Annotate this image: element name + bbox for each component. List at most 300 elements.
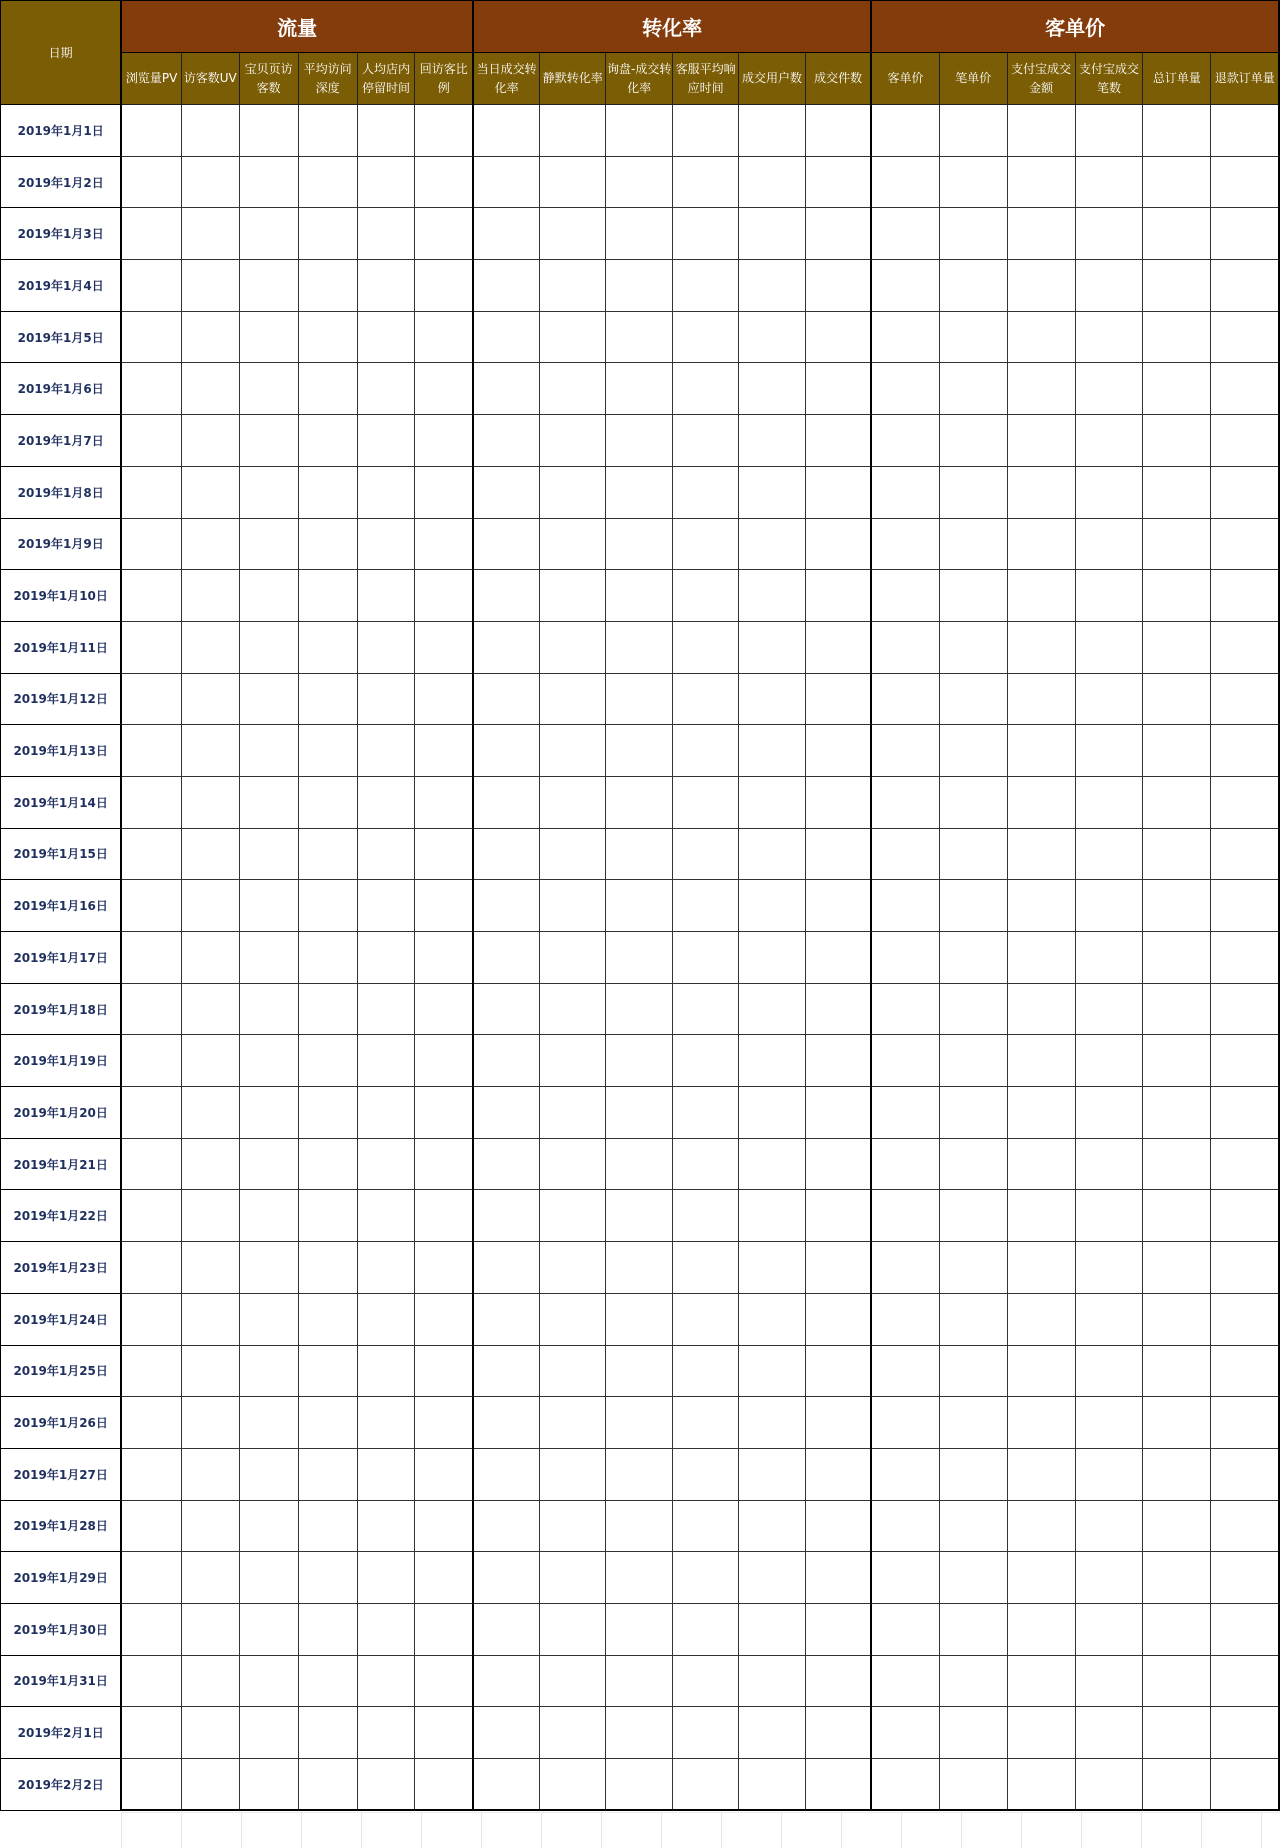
data-cell[interactable] <box>473 105 540 157</box>
data-cell[interactable] <box>1143 1552 1211 1604</box>
data-cell[interactable] <box>871 311 939 363</box>
data-cell[interactable] <box>673 1759 739 1811</box>
data-cell[interactable] <box>673 1345 739 1397</box>
data-cell[interactable] <box>121 466 181 518</box>
data-cell[interactable] <box>1143 518 1211 570</box>
data-cell[interactable] <box>1007 828 1075 880</box>
data-cell[interactable] <box>739 260 806 312</box>
data-cell[interactable] <box>1211 415 1279 467</box>
data-cell[interactable] <box>1211 1552 1279 1604</box>
data-cell[interactable] <box>1143 156 1211 208</box>
data-cell[interactable] <box>871 363 939 415</box>
data-cell[interactable] <box>357 1190 415 1242</box>
date-cell[interactable]: 2019年1月30日 <box>1 1603 122 1655</box>
data-cell[interactable] <box>473 880 540 932</box>
data-cell[interactable] <box>939 570 1007 622</box>
data-cell[interactable] <box>121 156 181 208</box>
data-cell[interactable] <box>181 156 239 208</box>
data-cell[interactable] <box>473 466 540 518</box>
data-cell[interactable] <box>739 776 806 828</box>
data-cell[interactable] <box>939 156 1007 208</box>
data-cell[interactable] <box>181 776 239 828</box>
data-cell[interactable] <box>1143 673 1211 725</box>
data-cell[interactable] <box>181 1397 239 1449</box>
data-cell[interactable] <box>739 673 806 725</box>
data-cell[interactable] <box>415 1242 473 1294</box>
data-cell[interactable] <box>1007 1397 1075 1449</box>
data-cell[interactable] <box>1211 828 1279 880</box>
data-cell[interactable] <box>121 725 181 777</box>
data-cell[interactable] <box>1075 1759 1143 1811</box>
data-cell[interactable] <box>540 1242 606 1294</box>
column-header[interactable]: 支付宝成交笔数 <box>1075 53 1143 105</box>
date-cell[interactable]: 2019年1月24日 <box>1 1293 122 1345</box>
data-cell[interactable] <box>1075 1552 1143 1604</box>
data-cell[interactable] <box>298 363 357 415</box>
data-cell[interactable] <box>1007 156 1075 208</box>
data-cell[interactable] <box>181 1190 239 1242</box>
data-cell[interactable] <box>871 1707 939 1759</box>
data-cell[interactable] <box>1007 673 1075 725</box>
data-cell[interactable] <box>121 1293 181 1345</box>
data-cell[interactable] <box>298 1087 357 1139</box>
data-cell[interactable] <box>939 260 1007 312</box>
data-cell[interactable] <box>673 621 739 673</box>
data-cell[interactable] <box>473 725 540 777</box>
data-cell[interactable] <box>415 518 473 570</box>
data-cell[interactable] <box>805 1707 871 1759</box>
data-cell[interactable] <box>805 828 871 880</box>
data-cell[interactable] <box>239 1242 298 1294</box>
data-cell[interactable] <box>415 725 473 777</box>
data-cell[interactable] <box>606 105 673 157</box>
date-cell[interactable]: 2019年1月25日 <box>1 1345 122 1397</box>
date-cell[interactable]: 2019年1月28日 <box>1 1500 122 1552</box>
data-cell[interactable] <box>673 1552 739 1604</box>
data-cell[interactable] <box>473 311 540 363</box>
data-cell[interactable] <box>1211 725 1279 777</box>
data-cell[interactable] <box>606 363 673 415</box>
data-cell[interactable] <box>239 311 298 363</box>
data-cell[interactable] <box>415 1138 473 1190</box>
data-cell[interactable] <box>939 415 1007 467</box>
date-cell[interactable]: 2019年1月14日 <box>1 776 122 828</box>
data-cell[interactable] <box>415 621 473 673</box>
date-cell[interactable]: 2019年1月5日 <box>1 311 122 363</box>
date-cell[interactable]: 2019年1月18日 <box>1 983 122 1035</box>
data-cell[interactable] <box>357 156 415 208</box>
data-cell[interactable] <box>1007 880 1075 932</box>
date-cell[interactable]: 2019年1月10日 <box>1 570 122 622</box>
data-cell[interactable] <box>181 415 239 467</box>
data-cell[interactable] <box>473 1397 540 1449</box>
column-header[interactable]: 客单价 <box>871 53 939 105</box>
data-cell[interactable] <box>357 105 415 157</box>
data-cell[interactable] <box>1211 1759 1279 1811</box>
data-cell[interactable] <box>871 776 939 828</box>
data-cell[interactable] <box>871 1500 939 1552</box>
data-cell[interactable] <box>357 983 415 1035</box>
data-cell[interactable] <box>1211 156 1279 208</box>
data-cell[interactable] <box>239 363 298 415</box>
data-cell[interactable] <box>939 311 1007 363</box>
data-cell[interactable] <box>239 208 298 260</box>
column-header[interactable]: 支付宝成交金额 <box>1007 53 1075 105</box>
data-cell[interactable] <box>1075 1397 1143 1449</box>
data-cell[interactable] <box>473 932 540 984</box>
data-cell[interactable] <box>357 1552 415 1604</box>
data-cell[interactable] <box>473 673 540 725</box>
data-cell[interactable] <box>415 208 473 260</box>
data-cell[interactable] <box>871 1345 939 1397</box>
data-cell[interactable] <box>415 1707 473 1759</box>
data-cell[interactable] <box>805 1138 871 1190</box>
data-cell[interactable] <box>805 1603 871 1655</box>
data-cell[interactable] <box>739 1655 806 1707</box>
data-cell[interactable] <box>1075 1087 1143 1139</box>
data-cell[interactable] <box>540 1552 606 1604</box>
data-cell[interactable] <box>357 570 415 622</box>
data-cell[interactable] <box>871 1293 939 1345</box>
data-cell[interactable] <box>298 570 357 622</box>
date-cell[interactable]: 2019年1月19日 <box>1 1035 122 1087</box>
data-cell[interactable] <box>1211 1707 1279 1759</box>
date-cell[interactable]: 2019年1月26日 <box>1 1397 122 1449</box>
data-cell[interactable] <box>939 932 1007 984</box>
date-cell[interactable]: 2019年1月6日 <box>1 363 122 415</box>
data-cell[interactable] <box>673 518 739 570</box>
data-cell[interactable] <box>1211 1242 1279 1294</box>
data-cell[interactable] <box>739 311 806 363</box>
data-cell[interactable] <box>739 1293 806 1345</box>
data-cell[interactable] <box>415 1500 473 1552</box>
data-cell[interactable] <box>181 983 239 1035</box>
data-cell[interactable] <box>1075 1448 1143 1500</box>
data-cell[interactable] <box>939 466 1007 518</box>
data-cell[interactable] <box>673 1655 739 1707</box>
data-cell[interactable] <box>1211 621 1279 673</box>
data-cell[interactable] <box>1211 518 1279 570</box>
data-cell[interactable] <box>805 363 871 415</box>
data-cell[interactable] <box>357 363 415 415</box>
data-cell[interactable] <box>606 932 673 984</box>
column-header[interactable]: 静默转化率 <box>540 53 606 105</box>
data-cell[interactable] <box>540 518 606 570</box>
data-cell[interactable] <box>121 363 181 415</box>
data-cell[interactable] <box>239 1707 298 1759</box>
data-cell[interactable] <box>121 105 181 157</box>
data-cell[interactable] <box>1075 880 1143 932</box>
data-cell[interactable] <box>606 1448 673 1500</box>
data-cell[interactable] <box>805 725 871 777</box>
data-cell[interactable] <box>1007 725 1075 777</box>
data-cell[interactable] <box>805 260 871 312</box>
data-cell[interactable] <box>805 156 871 208</box>
data-cell[interactable] <box>1075 1138 1143 1190</box>
data-cell[interactable] <box>357 1759 415 1811</box>
data-cell[interactable] <box>1007 1138 1075 1190</box>
data-cell[interactable] <box>673 880 739 932</box>
date-cell[interactable]: 2019年1月23日 <box>1 1242 122 1294</box>
data-cell[interactable] <box>939 776 1007 828</box>
data-cell[interactable] <box>540 1035 606 1087</box>
data-cell[interactable] <box>1007 1087 1075 1139</box>
data-cell[interactable] <box>473 1138 540 1190</box>
data-cell[interactable] <box>181 1345 239 1397</box>
data-cell[interactable] <box>298 828 357 880</box>
data-cell[interactable] <box>939 1293 1007 1345</box>
data-cell[interactable] <box>540 1138 606 1190</box>
data-cell[interactable] <box>540 156 606 208</box>
data-cell[interactable] <box>121 208 181 260</box>
data-cell[interactable] <box>1143 1087 1211 1139</box>
data-cell[interactable] <box>239 1138 298 1190</box>
data-cell[interactable] <box>939 1707 1007 1759</box>
data-cell[interactable] <box>239 621 298 673</box>
data-cell[interactable] <box>239 1397 298 1449</box>
data-cell[interactable] <box>606 1293 673 1345</box>
data-cell[interactable] <box>673 932 739 984</box>
data-cell[interactable] <box>415 570 473 622</box>
data-cell[interactable] <box>1007 932 1075 984</box>
column-header[interactable]: 客服平均响应时间 <box>673 53 739 105</box>
data-cell[interactable] <box>939 1190 1007 1242</box>
data-cell[interactable] <box>298 208 357 260</box>
data-cell[interactable] <box>1211 1397 1279 1449</box>
data-cell[interactable] <box>298 1242 357 1294</box>
data-cell[interactable] <box>121 1087 181 1139</box>
data-cell[interactable] <box>473 776 540 828</box>
data-cell[interactable] <box>1075 776 1143 828</box>
data-cell[interactable] <box>1143 466 1211 518</box>
data-cell[interactable] <box>357 466 415 518</box>
date-cell[interactable]: 2019年1月29日 <box>1 1552 122 1604</box>
data-cell[interactable] <box>1007 208 1075 260</box>
data-cell[interactable] <box>871 673 939 725</box>
data-cell[interactable] <box>1211 932 1279 984</box>
data-cell[interactable] <box>540 1345 606 1397</box>
data-cell[interactable] <box>298 1759 357 1811</box>
date-cell[interactable]: 2019年1月1日 <box>1 105 122 157</box>
data-cell[interactable] <box>739 1500 806 1552</box>
data-cell[interactable] <box>606 466 673 518</box>
data-cell[interactable] <box>298 776 357 828</box>
data-cell[interactable] <box>606 1345 673 1397</box>
data-cell[interactable] <box>473 1448 540 1500</box>
data-cell[interactable] <box>739 1242 806 1294</box>
data-cell[interactable] <box>739 880 806 932</box>
data-cell[interactable] <box>298 311 357 363</box>
data-cell[interactable] <box>939 1552 1007 1604</box>
data-cell[interactable] <box>939 880 1007 932</box>
data-cell[interactable] <box>239 1759 298 1811</box>
data-cell[interactable] <box>540 105 606 157</box>
data-cell[interactable] <box>473 1655 540 1707</box>
date-column-header[interactable]: 日期 <box>1 1 122 105</box>
data-cell[interactable] <box>239 1552 298 1604</box>
data-cell[interactable] <box>606 1603 673 1655</box>
data-cell[interactable] <box>805 570 871 622</box>
data-cell[interactable] <box>415 1397 473 1449</box>
data-cell[interactable] <box>606 725 673 777</box>
date-cell[interactable]: 2019年1月2日 <box>1 156 122 208</box>
data-cell[interactable] <box>540 828 606 880</box>
data-cell[interactable] <box>739 1087 806 1139</box>
data-cell[interactable] <box>298 1345 357 1397</box>
data-cell[interactable] <box>181 621 239 673</box>
data-cell[interactable] <box>1075 621 1143 673</box>
data-cell[interactable] <box>1075 1035 1143 1087</box>
data-cell[interactable] <box>357 932 415 984</box>
date-cell[interactable]: 2019年1月11日 <box>1 621 122 673</box>
data-cell[interactable] <box>739 570 806 622</box>
data-cell[interactable] <box>473 1500 540 1552</box>
data-cell[interactable] <box>1075 1707 1143 1759</box>
data-cell[interactable] <box>673 208 739 260</box>
data-cell[interactable] <box>805 1552 871 1604</box>
data-cell[interactable] <box>415 673 473 725</box>
data-cell[interactable] <box>540 1759 606 1811</box>
data-cell[interactable] <box>357 1603 415 1655</box>
date-cell[interactable]: 2019年1月8日 <box>1 466 122 518</box>
data-cell[interactable] <box>239 466 298 518</box>
data-cell[interactable] <box>357 415 415 467</box>
data-cell[interactable] <box>1007 466 1075 518</box>
data-cell[interactable] <box>1075 983 1143 1035</box>
data-cell[interactable] <box>181 1707 239 1759</box>
data-cell[interactable] <box>1075 518 1143 570</box>
data-cell[interactable] <box>739 415 806 467</box>
data-cell[interactable] <box>1007 1190 1075 1242</box>
data-cell[interactable] <box>739 1603 806 1655</box>
data-cell[interactable] <box>415 1035 473 1087</box>
data-cell[interactable] <box>673 311 739 363</box>
data-cell[interactable] <box>298 260 357 312</box>
data-cell[interactable] <box>415 776 473 828</box>
data-cell[interactable] <box>121 518 181 570</box>
data-cell[interactable] <box>540 311 606 363</box>
data-cell[interactable] <box>673 1397 739 1449</box>
data-cell[interactable] <box>871 415 939 467</box>
data-cell[interactable] <box>1211 1138 1279 1190</box>
data-cell[interactable] <box>606 1552 673 1604</box>
data-cell[interactable] <box>540 776 606 828</box>
data-cell[interactable] <box>540 570 606 622</box>
data-cell[interactable] <box>121 1500 181 1552</box>
data-cell[interactable] <box>606 1707 673 1759</box>
data-cell[interactable] <box>298 673 357 725</box>
data-cell[interactable] <box>357 828 415 880</box>
data-cell[interactable] <box>739 725 806 777</box>
data-cell[interactable] <box>473 415 540 467</box>
data-cell[interactable] <box>1007 415 1075 467</box>
data-cell[interactable] <box>357 725 415 777</box>
data-cell[interactable] <box>298 1293 357 1345</box>
data-cell[interactable] <box>1007 1293 1075 1345</box>
data-cell[interactable] <box>473 621 540 673</box>
date-cell[interactable]: 2019年1月15日 <box>1 828 122 880</box>
data-cell[interactable] <box>871 105 939 157</box>
data-cell[interactable] <box>805 1500 871 1552</box>
data-cell[interactable] <box>673 1190 739 1242</box>
data-cell[interactable] <box>540 1448 606 1500</box>
data-cell[interactable] <box>871 1087 939 1139</box>
data-cell[interactable] <box>805 466 871 518</box>
data-cell[interactable] <box>181 880 239 932</box>
data-cell[interactable] <box>606 880 673 932</box>
data-cell[interactable] <box>121 1552 181 1604</box>
data-cell[interactable] <box>739 1759 806 1811</box>
data-cell[interactable] <box>181 208 239 260</box>
column-header[interactable]: 成交用户数 <box>739 53 806 105</box>
data-cell[interactable] <box>121 311 181 363</box>
column-header[interactable]: 询盘-成交转化率 <box>606 53 673 105</box>
data-cell[interactable] <box>673 1500 739 1552</box>
data-cell[interactable] <box>871 570 939 622</box>
data-cell[interactable] <box>606 1190 673 1242</box>
data-cell[interactable] <box>540 983 606 1035</box>
data-cell[interactable] <box>1007 776 1075 828</box>
data-cell[interactable] <box>1075 1655 1143 1707</box>
data-cell[interactable] <box>473 363 540 415</box>
data-cell[interactable] <box>805 311 871 363</box>
data-cell[interactable] <box>1075 466 1143 518</box>
data-cell[interactable] <box>939 208 1007 260</box>
data-cell[interactable] <box>357 1655 415 1707</box>
data-cell[interactable] <box>121 983 181 1035</box>
data-cell[interactable] <box>181 570 239 622</box>
data-cell[interactable] <box>415 932 473 984</box>
data-cell[interactable] <box>473 983 540 1035</box>
data-cell[interactable] <box>1007 1448 1075 1500</box>
data-cell[interactable] <box>540 673 606 725</box>
data-cell[interactable] <box>121 673 181 725</box>
data-cell[interactable] <box>1007 518 1075 570</box>
data-cell[interactable] <box>1143 1345 1211 1397</box>
data-cell[interactable] <box>415 1448 473 1500</box>
data-cell[interactable] <box>1075 156 1143 208</box>
data-cell[interactable] <box>239 1448 298 1500</box>
data-cell[interactable] <box>1143 828 1211 880</box>
data-cell[interactable] <box>181 1448 239 1500</box>
data-cell[interactable] <box>1075 932 1143 984</box>
data-cell[interactable] <box>239 1035 298 1087</box>
data-cell[interactable] <box>1211 1293 1279 1345</box>
data-cell[interactable] <box>298 105 357 157</box>
data-cell[interactable] <box>1211 1500 1279 1552</box>
data-cell[interactable] <box>871 466 939 518</box>
data-cell[interactable] <box>673 673 739 725</box>
data-cell[interactable] <box>540 260 606 312</box>
date-cell[interactable]: 2019年1月9日 <box>1 518 122 570</box>
data-cell[interactable] <box>181 1087 239 1139</box>
data-cell[interactable] <box>739 1448 806 1500</box>
data-cell[interactable] <box>473 1603 540 1655</box>
date-cell[interactable]: 2019年1月12日 <box>1 673 122 725</box>
data-cell[interactable] <box>673 1707 739 1759</box>
data-cell[interactable] <box>739 1345 806 1397</box>
data-cell[interactable] <box>939 105 1007 157</box>
column-header[interactable]: 退款订单量 <box>1211 53 1279 105</box>
data-cell[interactable] <box>181 466 239 518</box>
data-cell[interactable] <box>939 1603 1007 1655</box>
data-cell[interactable] <box>415 466 473 518</box>
data-cell[interactable] <box>673 983 739 1035</box>
date-cell[interactable]: 2019年1月7日 <box>1 415 122 467</box>
data-cell[interactable] <box>121 828 181 880</box>
data-cell[interactable] <box>473 1087 540 1139</box>
data-cell[interactable] <box>871 932 939 984</box>
